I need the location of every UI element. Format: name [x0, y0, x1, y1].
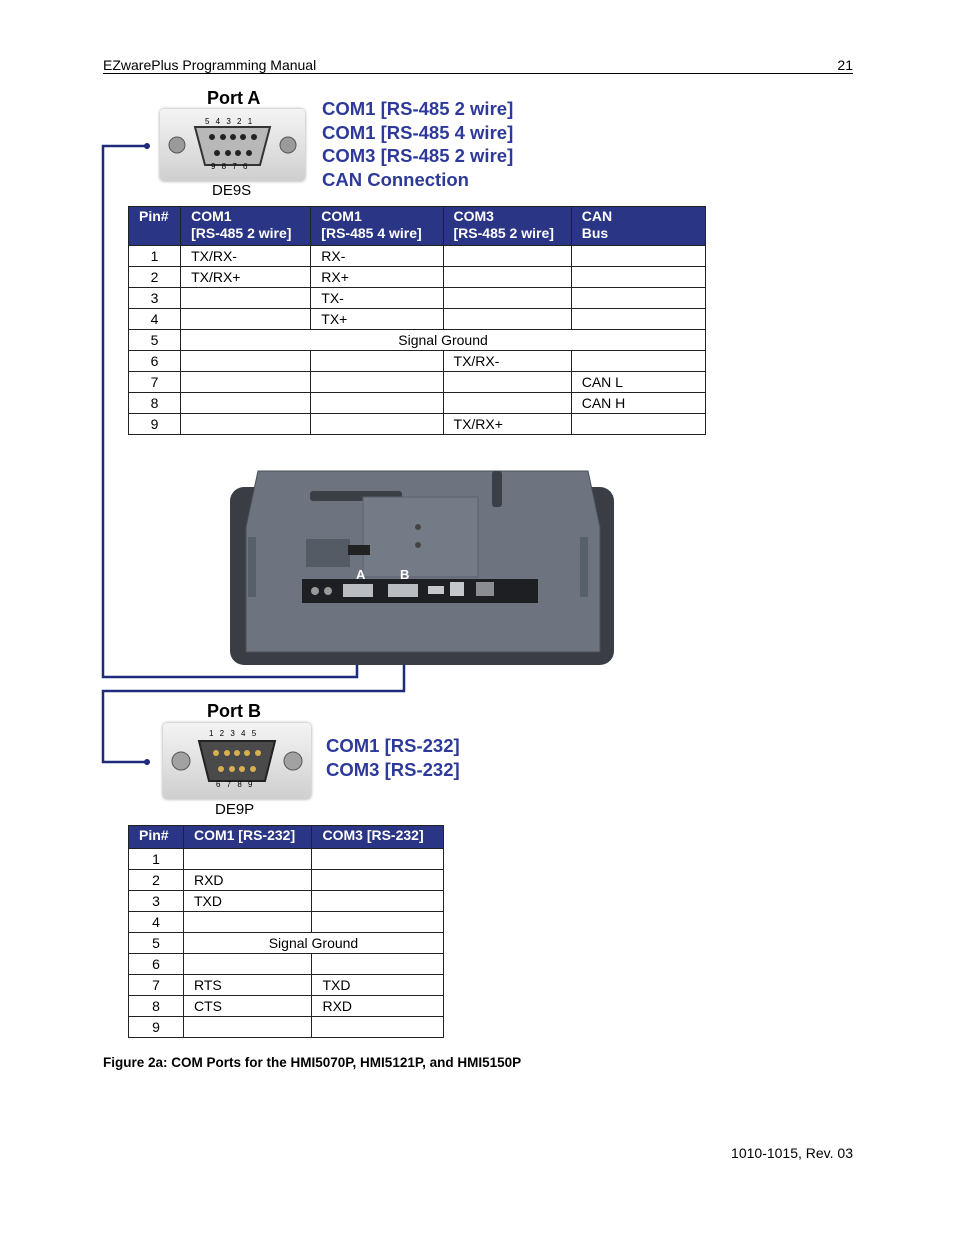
- pin-number-cell: 3: [129, 891, 184, 912]
- port-b-com-line: COM1 [RS-232]: [326, 735, 460, 756]
- table-cell: TX-: [311, 288, 443, 309]
- table-row: [129, 288, 706, 309]
- table-cell: TX/RX+: [443, 414, 571, 435]
- table-cell: TXD: [183, 891, 312, 912]
- table-cell: [183, 912, 312, 933]
- table-header-row: [129, 826, 444, 849]
- table-cell: TX/RX-: [181, 246, 311, 267]
- pin-number-cell: 4: [129, 309, 181, 330]
- port-b-title: Port B: [207, 701, 261, 721]
- pin-number-cell: 9: [129, 1017, 184, 1038]
- table-cell: [312, 891, 444, 912]
- pin-number-cell: 2: [129, 870, 184, 891]
- table-cell: [571, 351, 705, 372]
- table-row: [129, 849, 444, 870]
- de9p-label: DE9P: [215, 801, 255, 818]
- column-header: COM1 [RS-232]: [183, 826, 312, 849]
- device-label-a: A: [356, 567, 366, 582]
- column-header: CAN Bus: [571, 207, 705, 246]
- table-cell: [311, 414, 443, 435]
- table-cell: CTS: [183, 996, 312, 1017]
- column-header: COM3 [RS-232]: [312, 826, 444, 849]
- table-cell: [183, 954, 312, 975]
- table-cell: [181, 414, 311, 435]
- de9s-label: DE9S: [212, 182, 252, 199]
- port-b-pin-table: [128, 825, 444, 1038]
- port-a-com-line: COM1 [RS-485 4 wire]: [322, 121, 514, 143]
- table-row: [129, 246, 706, 267]
- column-header: Pin#: [129, 207, 181, 246]
- table-cell: CAN H: [571, 393, 705, 414]
- table-cell: [181, 393, 311, 414]
- table-cell: [311, 351, 443, 372]
- pin-number-cell: 1: [129, 849, 184, 870]
- de9s-connector-image: [160, 109, 305, 181]
- pin-number-cell: 8: [129, 393, 181, 414]
- table-row: [129, 912, 444, 933]
- table-cell: [181, 372, 311, 393]
- table-cell: [183, 849, 312, 870]
- table-cell: RX-: [311, 246, 443, 267]
- page-number: 21: [837, 57, 853, 73]
- signal-ground-cell: Signal Ground: [183, 933, 443, 954]
- table-row: [129, 954, 444, 975]
- port-a-title: Port A: [207, 88, 261, 108]
- table-cell: TXD: [312, 975, 444, 996]
- table-row: [129, 351, 706, 372]
- de9s-pin-numbers-bottom: 9 8 7 6: [211, 162, 250, 171]
- table-cell: [443, 246, 571, 267]
- pin-number-cell: 6: [129, 351, 181, 372]
- port-b-com-list: [326, 734, 460, 781]
- table-cell: [443, 267, 571, 288]
- port-a-com-list: [322, 97, 513, 191]
- table-row: [129, 870, 444, 891]
- port-b-com-line: COM3 [RS-232]: [326, 758, 460, 780]
- table-row: [129, 975, 444, 996]
- table-cell: [571, 267, 705, 288]
- table-row: [129, 933, 444, 954]
- table-cell: RX+: [311, 267, 443, 288]
- table-cell: [443, 393, 571, 414]
- table-cell: RTS: [183, 975, 312, 996]
- de9p-pin-numbers-bottom: 6 7 8 9: [216, 780, 255, 789]
- table-cell: CAN L: [571, 372, 705, 393]
- table-row: [129, 330, 706, 351]
- table-row: [129, 372, 706, 393]
- pin-number-cell: 9: [129, 414, 181, 435]
- port-a-com-line: CAN Connection: [322, 168, 469, 190]
- table-cell: [571, 246, 705, 267]
- table-cell: RXD: [312, 996, 444, 1017]
- table-cell: [312, 849, 444, 870]
- document-footer: 1010-1015, Rev. 03: [731, 1145, 853, 1161]
- table-row: [129, 267, 706, 288]
- table-cell: [443, 309, 571, 330]
- table-cell: [443, 288, 571, 309]
- table-cell: [312, 1017, 444, 1038]
- table-cell: [181, 288, 311, 309]
- signal-ground-cell: Signal Ground: [181, 330, 706, 351]
- pin-number-cell: 2: [129, 267, 181, 288]
- pin-number-cell: 5: [129, 933, 184, 954]
- de9s-pin-numbers-top: 5 4 3 2 1: [205, 117, 255, 126]
- table-row: [129, 1017, 444, 1038]
- column-header: COM1 [RS-485 2 wire]: [181, 207, 311, 246]
- table-row: [129, 996, 444, 1017]
- table-row: [129, 393, 706, 414]
- table-cell: [181, 309, 311, 330]
- device-label-b: B: [400, 567, 410, 582]
- table-cell: RXD: [183, 870, 312, 891]
- figure-caption: Figure 2a: COM Ports for the HMI5070P, HMI5121P, and HMI5150P: [103, 1055, 522, 1070]
- pin-number-cell: 6: [129, 954, 184, 975]
- column-header: COM1 [RS-485 4 wire]: [311, 207, 443, 246]
- pin-number-cell: 7: [129, 975, 184, 996]
- table-cell: TX+: [311, 309, 443, 330]
- table-cell: TX/RX-: [443, 351, 571, 372]
- table-header-row: [129, 207, 706, 246]
- hmi-device-rear-image: [228, 467, 618, 667]
- column-header: Pin#: [129, 826, 184, 849]
- table-row: [129, 414, 706, 435]
- pin-number-cell: 3: [129, 288, 181, 309]
- table-cell: [312, 870, 444, 891]
- table-cell: [571, 288, 705, 309]
- port-a-com-line: COM1 [RS-485 2 wire]: [322, 98, 514, 119]
- table-cell: [181, 351, 311, 372]
- pin-number-cell: 5: [129, 330, 181, 351]
- de9p-connector-image: [163, 723, 311, 799]
- table-cell: [571, 414, 705, 435]
- table-cell: [443, 372, 571, 393]
- table-cell: [571, 309, 705, 330]
- table-cell: [183, 1017, 312, 1038]
- column-header: COM3 [RS-485 2 wire]: [443, 207, 571, 246]
- table-cell: [312, 954, 444, 975]
- table-row: [129, 309, 706, 330]
- port-a-pin-table: [128, 206, 706, 435]
- table-cell: [311, 372, 443, 393]
- table-row: [129, 891, 444, 912]
- table-cell: [311, 393, 443, 414]
- pin-number-cell: 1: [129, 246, 181, 267]
- de9p-pin-numbers-top: 1 2 3 4 5: [209, 729, 259, 738]
- pin-number-cell: 4: [129, 912, 184, 933]
- pin-number-cell: 7: [129, 372, 181, 393]
- document-title: EZwarePlus Programming Manual: [103, 57, 317, 73]
- pin-number-cell: 8: [129, 996, 184, 1017]
- table-cell: [312, 912, 444, 933]
- port-a-com-line: COM3 [RS-485 2 wire]: [322, 145, 514, 166]
- table-cell: TX/RX+: [181, 267, 311, 288]
